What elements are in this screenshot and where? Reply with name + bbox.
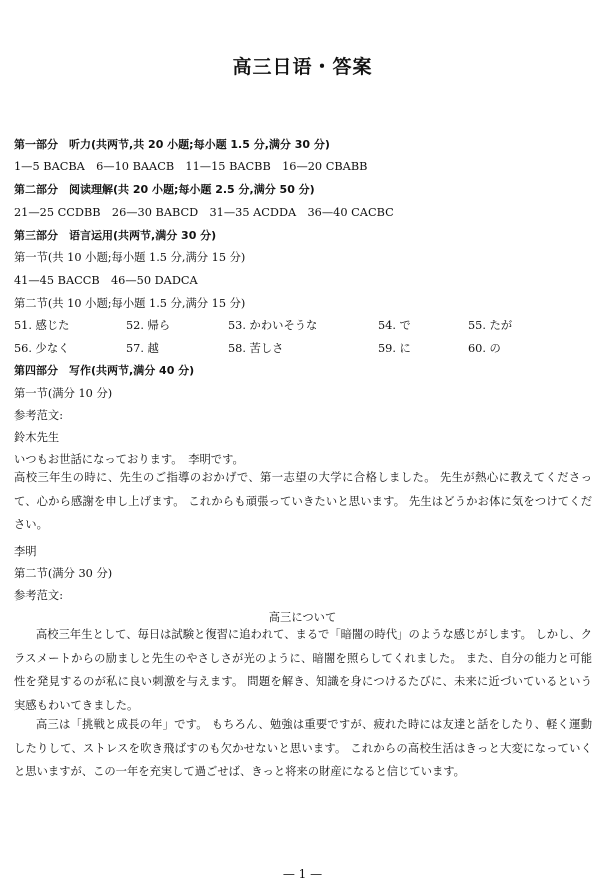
answer-53: 53. かわいそうな [228,319,318,332]
part4-sec2-heading: 第二节(满分 30 分) [14,567,113,580]
part4-sec1-heading: 第一节(满分 10 分) [14,387,113,400]
part4-heading: 第四部分 写作(共两节,满分 40 分) [14,364,195,377]
letter-signature: 李明 [14,545,37,558]
page-number: — 1 — [282,867,323,881]
sample-label: 参考范文: [14,409,63,422]
letter-salutation: 鈴木先生 [14,431,60,444]
essay-paragraph-1: 高校三年生として、毎日は試験と復習に追われて、まるで「暗闇の時代」のような感じがします。 しかし、クラスメートからの励ましと先生のやさしさが光のように、暗闇を照らしてくれました。 また、自分の能力と可能性を発見するのが私に良い刺激を与えます。 問題を解き、知識を身につけるたびに、未来に近づいているという実感もわいてきました。 [14,628,592,712]
letter-body: 高校三年生の時に、先生のご指導のおかげで、第一志望の大学に合格しました。 先生が熱心に教えてくださって、心から感謝を申し上げます。 これからも頑張っていきたいと思います。 先生はどうかお体に気をつけてください。 [14,471,592,532]
page-title: 高三日语・答案 [232,56,373,78]
answer-55: 55. たが [468,319,513,332]
sample-label-2: 参考范文: [14,589,63,602]
letter-greeting: いつもお世話になっております。 李明です。 [14,453,244,466]
part3-sec2-heading: 第二节(共 10 小题;每小题 1.5 分,满分 15 分) [14,297,246,310]
answer-57: 57. 越 [126,342,159,355]
answer-51: 51. 感じた [14,319,70,332]
part2-heading: 第二部分 阅读理解(共 20 小题;每小题 2.5 分,满分 50 分) [14,183,315,196]
part1-answers: 1—5 BACBA 6—10 BAACB 11—15 BACBB 16—20 CBABB [14,160,368,173]
answer-59: 59. に [378,342,411,355]
essay-title: 高三について [268,611,337,624]
essay-paragraph-2: 高三は「挑戦と成長の年」です。 もちろん、勉強は重要ですが、疲れた時には友達と話をしたり、軽く運動したりして、ストレスを吹き飛ばすのも欠かせないと思います。 これからの高校生活はきっと大変になっていくと思いますが、この一年を充実して過ごせば、きっと将来の財産になると信じています。 [14,718,592,779]
answer-60: 60. の [468,342,501,355]
answer-52: 52. 帰ら [126,319,171,332]
part3-heading: 第三部分 语言运用(共两节,满分 30 分) [14,229,217,242]
answer-56: 56. 少なく [14,342,70,355]
part2-answers: 21—25 CCDBB 26—30 BABCD 31—35 ACDDA 36—40 CACBC [14,206,394,219]
answer-54: 54. で [378,319,411,332]
part1-heading: 第一部分 听力(共两节,共 20 小题;每小题 1.5 分,满分 30 分) [14,138,330,151]
part3-sec1-answers: 41—45 BACCB 46—50 DADCA [14,274,198,287]
answer-58: 58. 苦しさ [228,342,284,355]
part3-sec1-heading: 第一节(共 10 小题;每小题 1.5 分,满分 15 分) [14,251,246,264]
